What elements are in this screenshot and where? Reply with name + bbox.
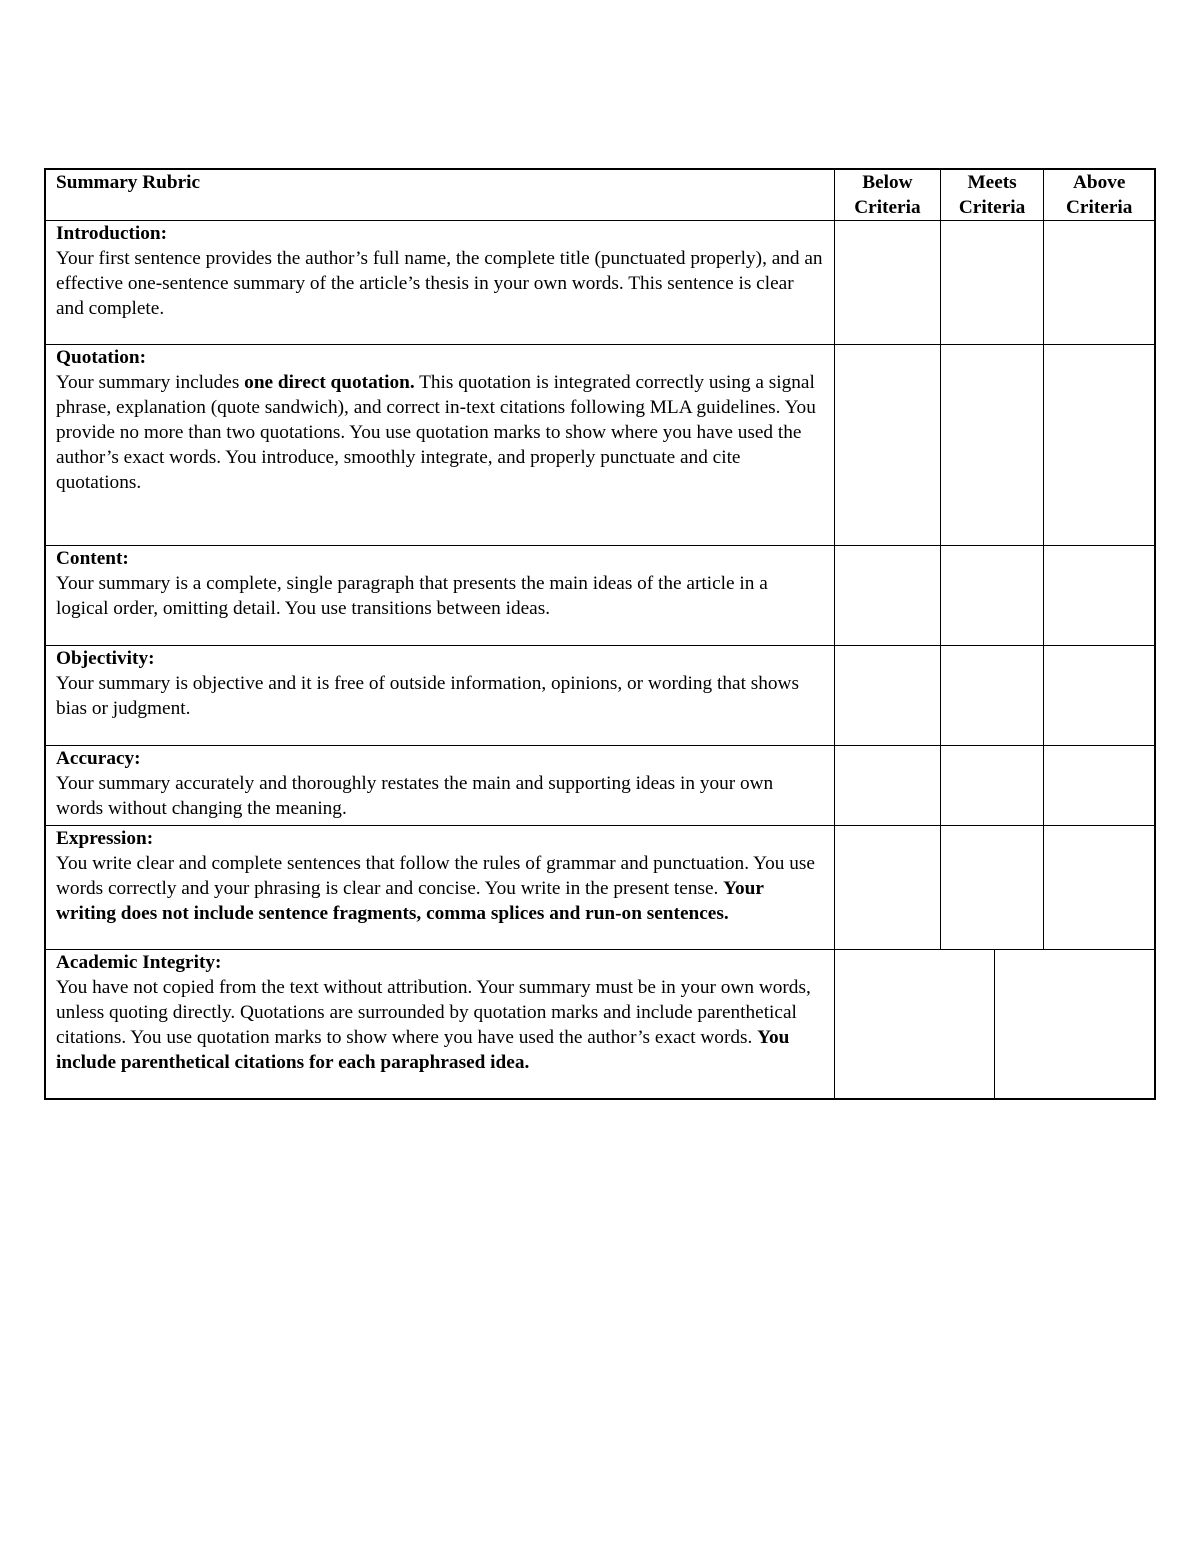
score-cell-not-met[interactable] [835, 950, 994, 1098]
header-below-criteria [835, 170, 941, 220]
row-quotation [46, 345, 1154, 546]
score-cell-meets[interactable] [941, 826, 1045, 949]
header-meets-line1: Meets [967, 172, 1017, 193]
header-meets-line2: Criteria [958, 197, 1026, 218]
criteria-text: This quotation is integrated correctly using a signal phrase, explanation (quote sandwich), and correct in-text citations following MLA guidelines. You provide no more than two quotations. You use quotation marks to show where you have used the author’s exact words. You introduce, smoothly integrate, and properly punctuate and cite quotations. [56, 372, 816, 493]
score-cell-meets[interactable] [941, 546, 1045, 645]
row-introduction [46, 221, 1154, 345]
header-below-line1: Below [862, 172, 913, 193]
score-cell-meets[interactable] [941, 345, 1045, 545]
criteria-description: Your summary is objective and it is free of outside information, opinions, or wording that shows bias or judgment. [56, 673, 799, 719]
score-cell-below[interactable] [835, 546, 941, 645]
score-cell-above[interactable] [1044, 546, 1154, 645]
header-meets-criteria [941, 170, 1045, 220]
score-cell-meets[interactable] [941, 746, 1045, 825]
criteria-introduction [46, 221, 835, 344]
score-cell-below[interactable] [835, 646, 941, 745]
score-cell-met[interactable] [995, 950, 1154, 1098]
criteria-text: You have not copied from the text without attribution. Your summary must be in your own words, unless quoting directly. Quotations are surrounded by quotation marks and include parenthetical citations. You use quotation marks to show where you have used the author’s exact words. [56, 977, 811, 1048]
criteria-text-emphasis: one direct quotation. [244, 372, 415, 393]
rubric-table [44, 168, 1156, 1100]
criteria-expression [46, 826, 835, 949]
criteria-description [56, 851, 824, 926]
row-objectivity [46, 646, 1154, 746]
header-above-line2: Criteria [1066, 197, 1133, 218]
row-accuracy [46, 746, 1154, 826]
criteria-accuracy [46, 746, 835, 825]
row-expression [46, 826, 1154, 950]
criteria-content [46, 546, 835, 645]
header-title-cell [46, 170, 835, 220]
criteria-text-emphasis: You include parenthetical citations for each paraphrased idea. [56, 1027, 790, 1073]
criteria-title: Accuracy: [56, 748, 141, 769]
criteria-title: Academic Integrity: [56, 952, 222, 973]
criteria-title: Content: [56, 548, 129, 569]
row-academic-integrity [46, 950, 1154, 1098]
criteria-title: Objectivity: [56, 648, 155, 669]
criteria-academic-integrity [46, 950, 835, 1098]
score-cell-above[interactable] [1044, 345, 1154, 545]
score-cell-below[interactable] [835, 746, 941, 825]
score-cell-below[interactable] [835, 221, 941, 344]
criteria-objectivity [46, 646, 835, 745]
criteria-description [56, 370, 824, 495]
rubric-title: Summary Rubric [56, 172, 201, 193]
criteria-description: Your first sentence provides the author’s full name, the complete title (punctuated properly), and an effective one-sentence summary of the article’s thesis in your own words. This sentence is clear and complete. [56, 248, 823, 319]
criteria-text-emphasis: Your writing does not include sentence fragments, comma splices and run-on sentences. [56, 878, 764, 924]
criteria-description: Your summary is a complete, single paragraph that presents the main ideas of the article in a logical order, omitting detail. You use transitions between ideas. [56, 573, 768, 619]
score-cell-meets[interactable] [941, 646, 1045, 745]
criteria-text: Your summary includes [56, 372, 245, 393]
header-above-line1: Above [1072, 172, 1126, 193]
score-cell-below[interactable] [835, 345, 941, 545]
score-cell-meets[interactable] [941, 221, 1045, 344]
row-content [46, 546, 1154, 646]
header-row [46, 170, 1154, 221]
header-above-criteria [1044, 170, 1154, 220]
score-cell-above[interactable] [1044, 646, 1154, 745]
criteria-description [56, 975, 824, 1075]
score-cell-above[interactable] [1044, 746, 1154, 825]
score-cell-above[interactable] [1044, 826, 1154, 949]
score-cell-above[interactable] [1044, 221, 1154, 344]
score-cell-below[interactable] [835, 826, 941, 949]
criteria-description: Your summary accurately and thoroughly restates the main and supporting ideas in your own words without changing the meaning. [56, 773, 774, 819]
criteria-title: Introduction: [56, 223, 168, 244]
criteria-title: Expression: [56, 828, 154, 849]
criteria-text: You write clear and complete sentences that follow the rules of grammar and punctuation. You use words correctly and your phrasing is clear and concise. You write in the present tense. [56, 853, 815, 899]
criteria-quotation [46, 345, 835, 545]
header-below-line2: Criteria [854, 197, 921, 218]
criteria-title: Quotation: [56, 347, 146, 368]
